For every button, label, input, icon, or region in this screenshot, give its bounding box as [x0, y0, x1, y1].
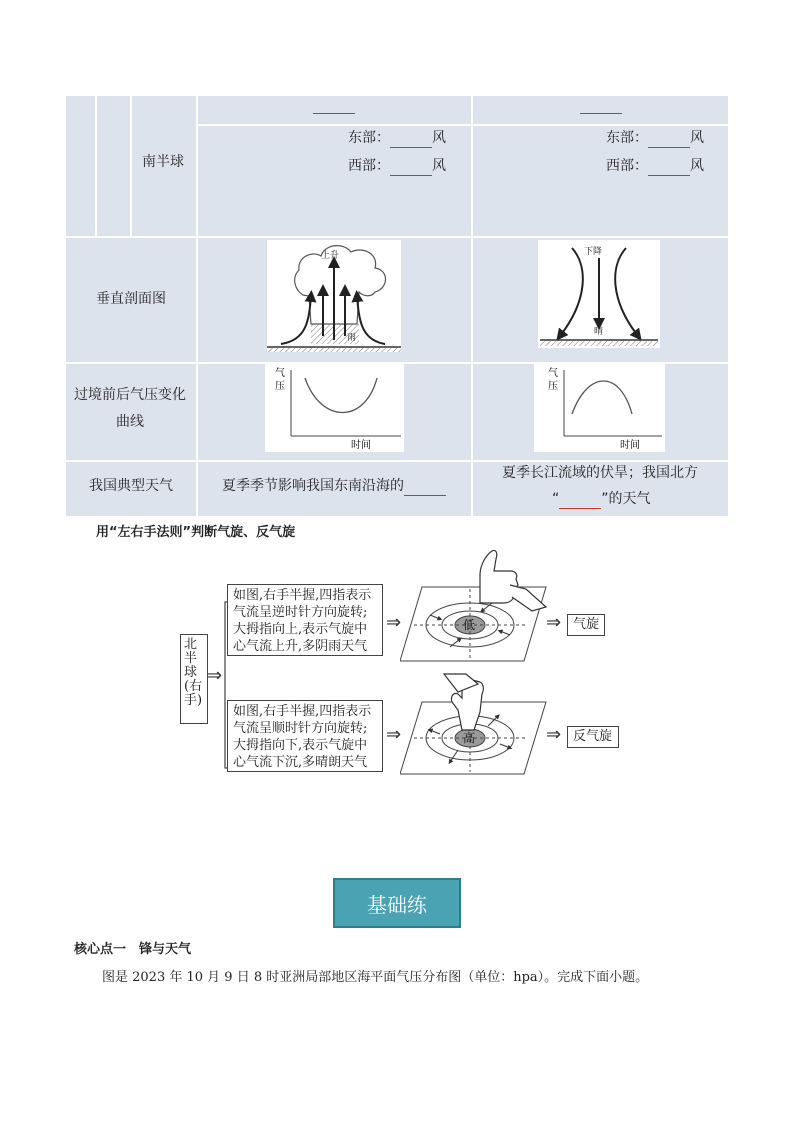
top-line-3: 大拇指向上,表示气旋中	[233, 622, 368, 637]
svg-text:低: 低	[463, 618, 476, 632]
typical-label: 我国典型天气	[89, 478, 173, 494]
top-line-2: 气流呈逆时针方向旋转;	[233, 605, 368, 620]
anticyclone-hand-figure	[400, 672, 548, 776]
anticyclone-east-row	[606, 129, 704, 148]
top-line-4: 心气流上升,多阴雨天气	[233, 639, 368, 654]
result-cyclone: 气旋	[567, 614, 605, 636]
answer-blank	[648, 129, 690, 148]
cyclone-typical-text: 夏季季节影响我国东南沿海的	[222, 478, 404, 494]
cyclone-hand-figure	[400, 545, 548, 663]
side-label: 北半球(右手)	[184, 637, 203, 708]
cyclone-typical	[222, 477, 446, 496]
west-prefix: 西部：	[606, 158, 648, 174]
top-arrow-2: ⇒	[546, 612, 562, 633]
svg-text:时间: 时间	[351, 440, 371, 451]
question-paragraph: 图是 2023 年 10 月 9 日 8 时亚洲局部地区海平面气压分布图（单位：hpa）。完成下面小题。	[102, 970, 649, 985]
close-quote: ”的天气	[601, 491, 651, 507]
southern-label: 南半球	[142, 154, 184, 170]
wind-suffix: 风	[690, 158, 704, 174]
top-line-1: 如图,右手半握,四指表示	[233, 588, 372, 603]
table-cell-blank-left-2	[97, 96, 130, 236]
open-quote: “	[552, 491, 560, 507]
svg-text:下降: 下降	[584, 247, 603, 257]
svg-text:压: 压	[548, 381, 558, 392]
rule-title: 用“左右手法则”判断气旋、反气旋	[96, 525, 296, 540]
east-prefix: 东部：	[606, 130, 648, 146]
anticyclone-pressure-curve	[534, 364, 665, 452]
svg-text:高: 高	[463, 731, 476, 745]
wind-suffix: 风	[432, 158, 446, 174]
vertical-label: 垂直剖面图	[96, 291, 166, 307]
answer-blank	[559, 490, 601, 509]
wind-suffix: 风	[690, 130, 704, 146]
bottom-line-3: 大拇指向下,表示气旋中	[233, 738, 368, 753]
answer-blank	[390, 129, 432, 148]
basic-practice-button[interactable]: 基础练	[333, 878, 461, 928]
bottom-arrow-2: ⇒	[546, 724, 562, 745]
east-prefix: 东部：	[348, 130, 390, 146]
anticyclone-typical-line1: 夏季长江流域的伏旱；我国北方	[502, 465, 698, 481]
anticyclone-section-figure	[538, 240, 660, 348]
table-cell-pressure-label	[66, 364, 196, 460]
anticyclone-typical-line2	[552, 490, 651, 509]
bottom-line-2: 气流呈顺时针方向旋转;	[233, 721, 368, 736]
pressure-label-line2: 曲线	[116, 414, 144, 430]
answer-blank	[648, 157, 690, 176]
west-prefix: 西部：	[348, 158, 390, 174]
svg-text:气: 气	[275, 368, 285, 379]
svg-text:上升: 上升	[321, 251, 340, 261]
blank-anticyclone-head	[580, 113, 622, 114]
anticyclone-west-row	[606, 157, 704, 176]
bottom-line-4: 心气流下沉,多晴朗天气	[233, 755, 368, 770]
svg-text:雨: 雨	[347, 333, 357, 343]
core-point-heading: 核心点一 锋与天气	[74, 942, 192, 957]
svg-text:晴: 晴	[594, 327, 604, 337]
svg-text:压: 压	[275, 381, 285, 392]
side-arrow: ⇒	[207, 665, 223, 686]
top-arrow-1: ⇒	[386, 612, 402, 633]
table-cell-blank-left-1	[66, 96, 95, 236]
bottom-rule-box	[227, 700, 383, 772]
table-cell-cyclone-head	[198, 96, 471, 124]
result-anticyclone: 反气旋	[567, 726, 619, 748]
svg-text:气: 气	[548, 368, 558, 379]
cyclone-pressure-curve	[265, 364, 404, 452]
answer-blank	[390, 157, 432, 176]
wind-suffix: 风	[432, 130, 446, 146]
blank-cyclone-head	[313, 113, 355, 114]
top-rule-box	[227, 584, 383, 656]
pressure-label-line1: 过境前后气压变化	[74, 387, 186, 403]
svg-text:时间: 时间	[620, 440, 640, 451]
table-cell-anticyclone-head	[473, 96, 728, 124]
bottom-arrow-1: ⇒	[386, 724, 402, 745]
answer-blank	[404, 477, 446, 496]
cyclone-west-row	[348, 157, 446, 176]
bottom-line-1: 如图,右手半握,四指表示	[233, 704, 372, 719]
cyclone-east-row	[348, 129, 446, 148]
cyclone-section-figure	[267, 240, 401, 352]
